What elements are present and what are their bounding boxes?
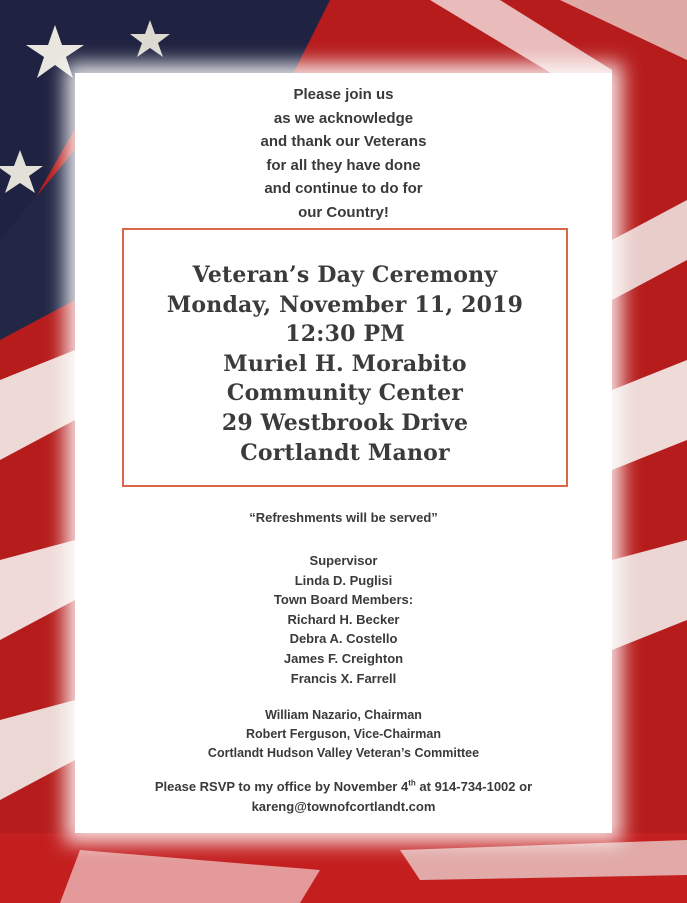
board-label: Town Board Members: [273, 592, 414, 608]
intro-line: Please join us [293, 86, 394, 103]
rsvp-phone: at 914-734-1002 or [415, 779, 533, 794]
intro-text [75, 83, 612, 225]
intro-line: and continue to do for [264, 180, 423, 198]
board-member: Richard H. Becker [287, 611, 400, 627]
refreshments-note: “Refreshments will be served” [249, 510, 438, 525]
intro-line: as we acknowledge [273, 109, 414, 127]
committee-chairman: William Nazario, Chairman [265, 708, 422, 722]
intro-line: our Country! [298, 203, 389, 221]
event-time: 12:30 PM [285, 321, 405, 348]
board-member: Francis X. Farrell [290, 670, 397, 686]
rsvp-line [75, 777, 612, 797]
event-date: Monday, November 11, 2019 [166, 291, 524, 318]
event-address: 29 Westbrook Drive [221, 409, 469, 436]
event-venue-line1: Muriel H. Morabito [223, 350, 467, 377]
intro-line: and thank our Veterans [260, 133, 427, 151]
event-venue-line2: Community Center [226, 380, 464, 407]
rsvp-text: Please RSVP to my office by November 4 [154, 779, 409, 794]
rsvp-email: kareng@townofcortlandt.com [251, 798, 436, 814]
event-title: Veteran’s Day Ceremony [192, 262, 498, 288]
supervisor-name: Linda D. Puglisi [294, 572, 393, 588]
rsvp-block [75, 777, 612, 816]
intro-line: for all they have done [266, 156, 421, 174]
rsvp-date-suffix: th [408, 778, 416, 788]
officials-list [75, 551, 612, 688]
invitation-panel [75, 73, 612, 833]
event-town: Cortlandt Manor [240, 439, 450, 466]
event-details-box [122, 228, 568, 487]
board-member: James F. Creighton [283, 650, 404, 666]
committee-vice-chairman: Robert Ferguson, Vice-Chairman [246, 727, 441, 741]
committee-block [75, 706, 612, 763]
board-member: Debra A. Costello [289, 631, 398, 647]
supervisor-label: Supervisor [309, 553, 378, 568]
committee-name: Cortlandt Hudson Valley Veteran’s Committee [207, 746, 480, 760]
